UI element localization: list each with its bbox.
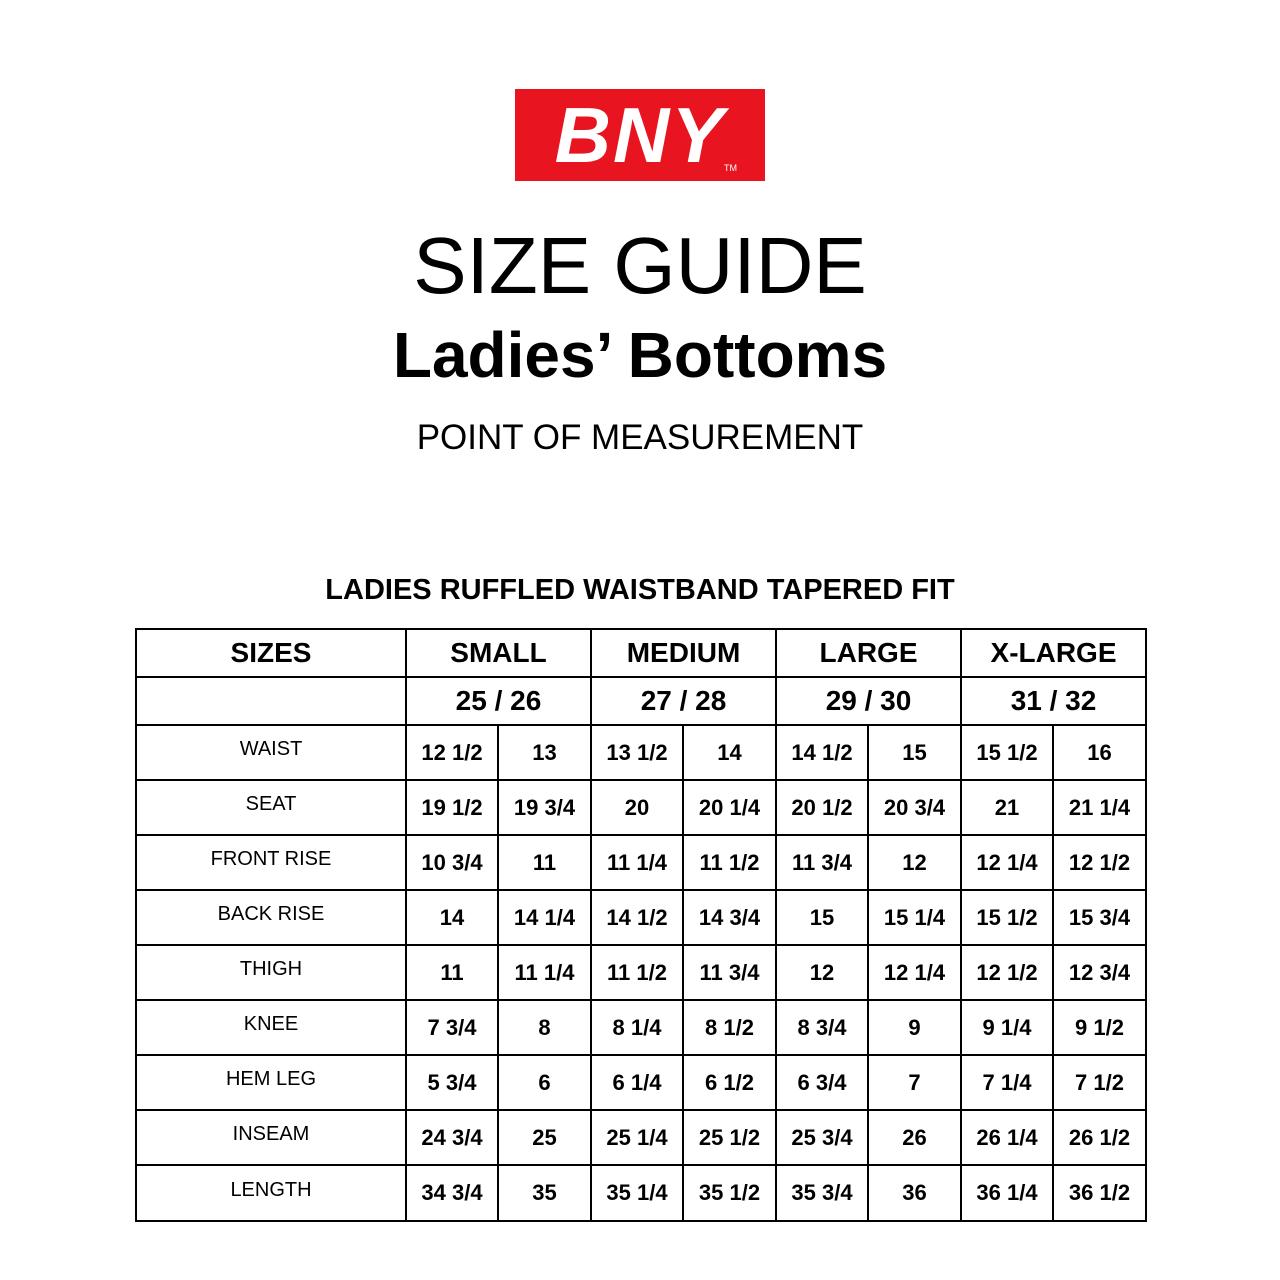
measurement-value: 7 <box>868 1055 961 1110</box>
measurement-value: 15 3/4 <box>1053 890 1146 945</box>
measurement-value: 36 1/2 <box>1053 1165 1146 1221</box>
measurement-value: 34 3/4 <box>406 1165 498 1221</box>
measurement-label: WAIST <box>136 725 406 780</box>
measurement-value: 5 3/4 <box>406 1055 498 1110</box>
section-heading: POINT OF MEASUREMENT <box>416 418 864 457</box>
size-header-small: SMALL <box>406 629 591 677</box>
measurement-value: 11 3/4 <box>683 945 776 1000</box>
measurement-value: 25 1/4 <box>591 1110 683 1165</box>
bny-logo <box>515 89 765 181</box>
size-header-xlarge: X-LARGE <box>961 629 1146 677</box>
measurement-value: 26 <box>868 1110 961 1165</box>
sizes-header: SIZES <box>136 629 406 677</box>
measurement-value: 9 <box>868 1000 961 1055</box>
measurement-value: 14 3/4 <box>683 890 776 945</box>
table-row <box>136 1055 1146 1110</box>
measurement-value: 8 <box>498 1000 591 1055</box>
measurement-value: 11 3/4 <box>776 835 868 890</box>
measurement-value: 11 1/2 <box>591 945 683 1000</box>
measurement-value: 12 1/4 <box>961 835 1053 890</box>
measurement-value: 15 1/2 <box>961 725 1053 780</box>
measurement-label: KNEE <box>136 1000 406 1055</box>
measurement-value: 12 3/4 <box>1053 945 1146 1000</box>
measurement-value: 12 <box>868 835 961 890</box>
measurement-value: 16 <box>1053 725 1146 780</box>
logo-text: BNY <box>554 91 726 179</box>
measurement-value: 35 3/4 <box>776 1165 868 1221</box>
measurement-value: 36 1/4 <box>961 1165 1053 1221</box>
measurement-value: 25 <box>498 1110 591 1165</box>
measurement-value: 7 1/2 <box>1053 1055 1146 1110</box>
size-range-xlarge: 31 / 32 <box>961 677 1146 725</box>
measurement-value: 24 3/4 <box>406 1110 498 1165</box>
measurement-value: 20 1/2 <box>776 780 868 835</box>
measurement-value: 14 1/2 <box>591 890 683 945</box>
measurement-label: THIGH <box>136 945 406 1000</box>
measurement-value: 35 1/2 <box>683 1165 776 1221</box>
page-subtitle: Ladies’ Bottoms <box>392 319 888 391</box>
measurement-value: 14 1/4 <box>498 890 591 945</box>
measurement-value: 26 1/4 <box>961 1110 1053 1165</box>
measurement-value: 8 3/4 <box>776 1000 868 1055</box>
size-range-row <box>136 677 1146 725</box>
measurement-value: 10 3/4 <box>406 835 498 890</box>
measurement-label: LENGTH <box>136 1165 406 1221</box>
measurement-value: 13 <box>498 725 591 780</box>
measurement-value: 6 1/4 <box>591 1055 683 1110</box>
measurement-label: BACK RISE <box>136 890 406 945</box>
measurement-value: 12 1/2 <box>961 945 1053 1000</box>
table-row <box>136 1110 1146 1165</box>
measurement-label: FRONT RISE <box>136 835 406 890</box>
measurement-label: INSEAM <box>136 1110 406 1165</box>
measurement-value: 19 3/4 <box>498 780 591 835</box>
measurement-value: 19 1/2 <box>406 780 498 835</box>
measurement-value: 12 1/2 <box>406 725 498 780</box>
measurement-value: 6 1/2 <box>683 1055 776 1110</box>
measurement-value: 35 <box>498 1165 591 1221</box>
table-row <box>136 890 1146 945</box>
table-title: LADIES RUFFLED WAISTBAND TAPERED FIT <box>325 574 955 606</box>
range-row-label <box>136 677 406 725</box>
table-row <box>136 1000 1146 1055</box>
measurement-value: 36 <box>868 1165 961 1221</box>
measurement-value: 11 1/4 <box>498 945 591 1000</box>
measurement-value: 12 1/4 <box>868 945 961 1000</box>
size-header-large: LARGE <box>776 629 961 677</box>
size-header-medium: MEDIUM <box>591 629 776 677</box>
size-range-large: 29 / 30 <box>776 677 961 725</box>
size-range-medium: 27 / 28 <box>591 677 776 725</box>
measurement-value: 25 3/4 <box>776 1110 868 1165</box>
measurement-value: 11 <box>498 835 591 890</box>
measurement-value: 20 <box>591 780 683 835</box>
measurement-value: 21 1/4 <box>1053 780 1146 835</box>
measurement-value: 11 1/2 <box>683 835 776 890</box>
measurement-rows <box>136 725 1146 1221</box>
measurement-value: 15 <box>776 890 868 945</box>
measurement-value: 11 <box>406 945 498 1000</box>
table-row <box>136 945 1146 1000</box>
measurement-value: 14 <box>683 725 776 780</box>
measurement-value: 20 3/4 <box>868 780 961 835</box>
measurement-value: 21 <box>961 780 1053 835</box>
measurement-value: 6 <box>498 1055 591 1110</box>
table-row <box>136 1165 1146 1221</box>
measurement-label: HEM LEG <box>136 1055 406 1110</box>
measurement-value: 20 1/4 <box>683 780 776 835</box>
measurement-value: 12 <box>776 945 868 1000</box>
measurement-value: 9 1/4 <box>961 1000 1053 1055</box>
measurement-value: 15 1/4 <box>868 890 961 945</box>
measurement-value: 8 1/4 <box>591 1000 683 1055</box>
trademark-mark: TM <box>724 163 737 173</box>
measurement-value: 14 <box>406 890 498 945</box>
measurement-value: 8 1/2 <box>683 1000 776 1055</box>
measurement-value: 35 1/4 <box>591 1165 683 1221</box>
measurement-label: SEAT <box>136 780 406 835</box>
measurement-value: 26 1/2 <box>1053 1110 1146 1165</box>
measurement-value: 15 1/2 <box>961 890 1053 945</box>
page-title: SIZE GUIDE <box>413 221 867 310</box>
size-table <box>135 628 1147 1222</box>
measurement-value: 15 <box>868 725 961 780</box>
measurement-value: 25 1/2 <box>683 1110 776 1165</box>
measurement-value: 7 1/4 <box>961 1055 1053 1110</box>
size-range-small: 25 / 26 <box>406 677 591 725</box>
measurement-value: 12 1/2 <box>1053 835 1146 890</box>
size-name-row <box>136 629 1146 677</box>
measurement-value: 9 1/2 <box>1053 1000 1146 1055</box>
table-row <box>136 835 1146 890</box>
measurement-value: 6 3/4 <box>776 1055 868 1110</box>
measurement-value: 7 3/4 <box>406 1000 498 1055</box>
table-row <box>136 725 1146 780</box>
measurement-value: 14 1/2 <box>776 725 868 780</box>
measurement-value: 13 1/2 <box>591 725 683 780</box>
table-row <box>136 780 1146 835</box>
measurement-value: 11 1/4 <box>591 835 683 890</box>
